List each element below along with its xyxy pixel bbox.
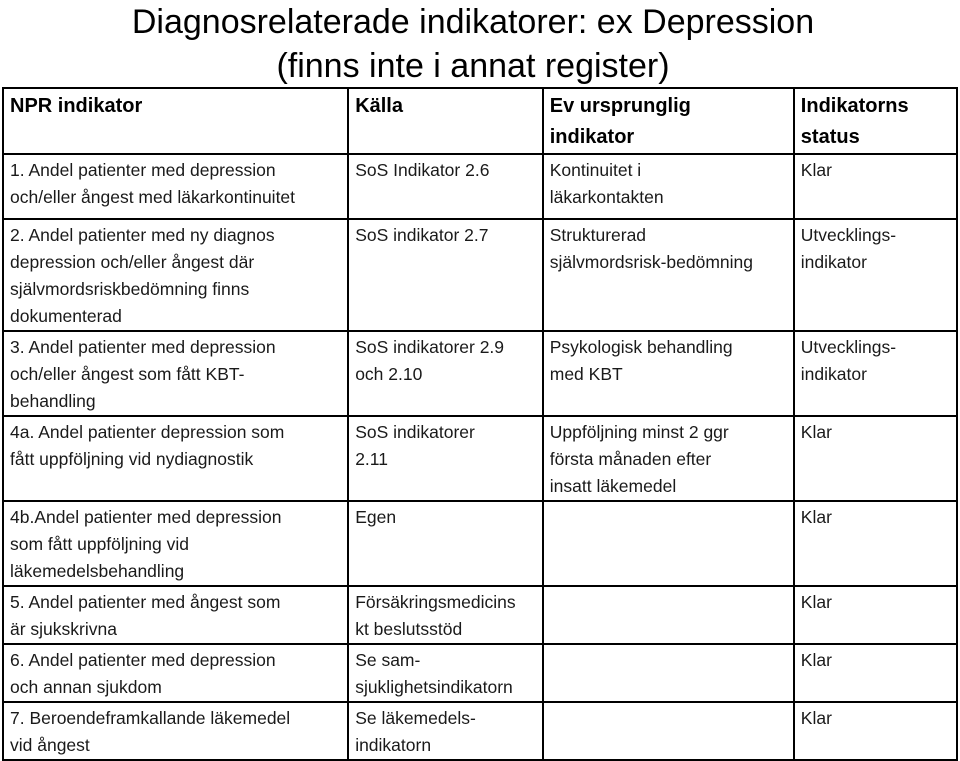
cell-indicator: 6. Andel patienter med depression och annan sjukdom	[3, 644, 348, 702]
cell-status: Klar	[794, 501, 957, 586]
cell-source: SoS Indikator 2.6	[348, 154, 543, 219]
cell-original: Kontinuitet i läkarkontakten	[543, 154, 794, 219]
cell-status: Klar	[794, 416, 957, 501]
cell-original	[543, 586, 794, 644]
cell-status: Klar	[794, 586, 957, 644]
cell-source: SoS indikatorer 2.9 och 2.10	[348, 331, 543, 416]
page-title	[0, 0, 946, 88]
cell-status: Utvecklings- indikator	[794, 219, 957, 331]
cell-indicator: 1. Andel patienter med depression och/eller ångest med läkarkontinuitet	[3, 154, 348, 219]
cell-original: Uppföljning minst 2 ggr första månaden efter insatt läkemedel	[543, 416, 794, 501]
cell-source: Se sam- sjuklighetsindikatorn	[348, 644, 543, 702]
cell-indicator: 2. Andel patienter med ny diagnos depression och/eller ångest där självmordsriskbedömning finns dokumenterad	[3, 219, 348, 331]
header-indicator: NPR indikator	[3, 88, 348, 154]
cell-source: Försäkringsmedicins kt beslutsstöd	[348, 586, 543, 644]
cell-original: Strukturerad självmordsrisk-bedömning	[543, 219, 794, 331]
title-line-2: (finns inte i annat register)	[276, 47, 670, 85]
cell-status: Utvecklings- indikator	[794, 331, 957, 416]
table-row	[3, 586, 957, 644]
cell-source: Egen	[348, 501, 543, 586]
cell-original	[543, 702, 794, 760]
cell-status: Klar	[794, 154, 957, 219]
header-source: Källa	[348, 88, 543, 154]
indicator-table	[2, 87, 958, 761]
cell-source: Se läkemedels- indikatorn	[348, 702, 543, 760]
table-row	[3, 702, 957, 760]
header-original: Ev ursprunglig indikator	[543, 88, 794, 154]
cell-status: Klar	[794, 702, 957, 760]
header-status: Indikatorns status	[794, 88, 957, 154]
table-row	[3, 644, 957, 702]
cell-status: Klar	[794, 644, 957, 702]
cell-source: SoS indikator 2.7	[348, 219, 543, 331]
cell-source: SoS indikatorer 2.11	[348, 416, 543, 501]
cell-indicator: 5. Andel patienter med ångest som är sjukskrivna	[3, 586, 348, 644]
cell-indicator: 4b.Andel patienter med depression som fått uppföljning vid läkemedelsbehandling	[3, 501, 348, 586]
cell-original	[543, 501, 794, 586]
table-row	[3, 154, 957, 219]
table-row	[3, 501, 957, 586]
table-row	[3, 219, 957, 331]
cell-indicator: 3. Andel patienter med depression och/eller ångest som fått KBT- behandling	[3, 331, 348, 416]
title-line-1: Diagnosrelaterade indikatorer: ex Depression	[131, 3, 815, 41]
table-header-row	[3, 88, 957, 154]
cell-indicator: 7. Beroendeframkallande läkemedel vid ångest	[3, 702, 348, 760]
cell-original: Psykologisk behandling med KBT	[543, 331, 794, 416]
cell-indicator: 4a. Andel patienter depression som fått uppföljning vid nydiagnostik	[3, 416, 348, 501]
table-row	[3, 416, 957, 501]
cell-original	[543, 644, 794, 702]
table-row	[3, 331, 957, 416]
